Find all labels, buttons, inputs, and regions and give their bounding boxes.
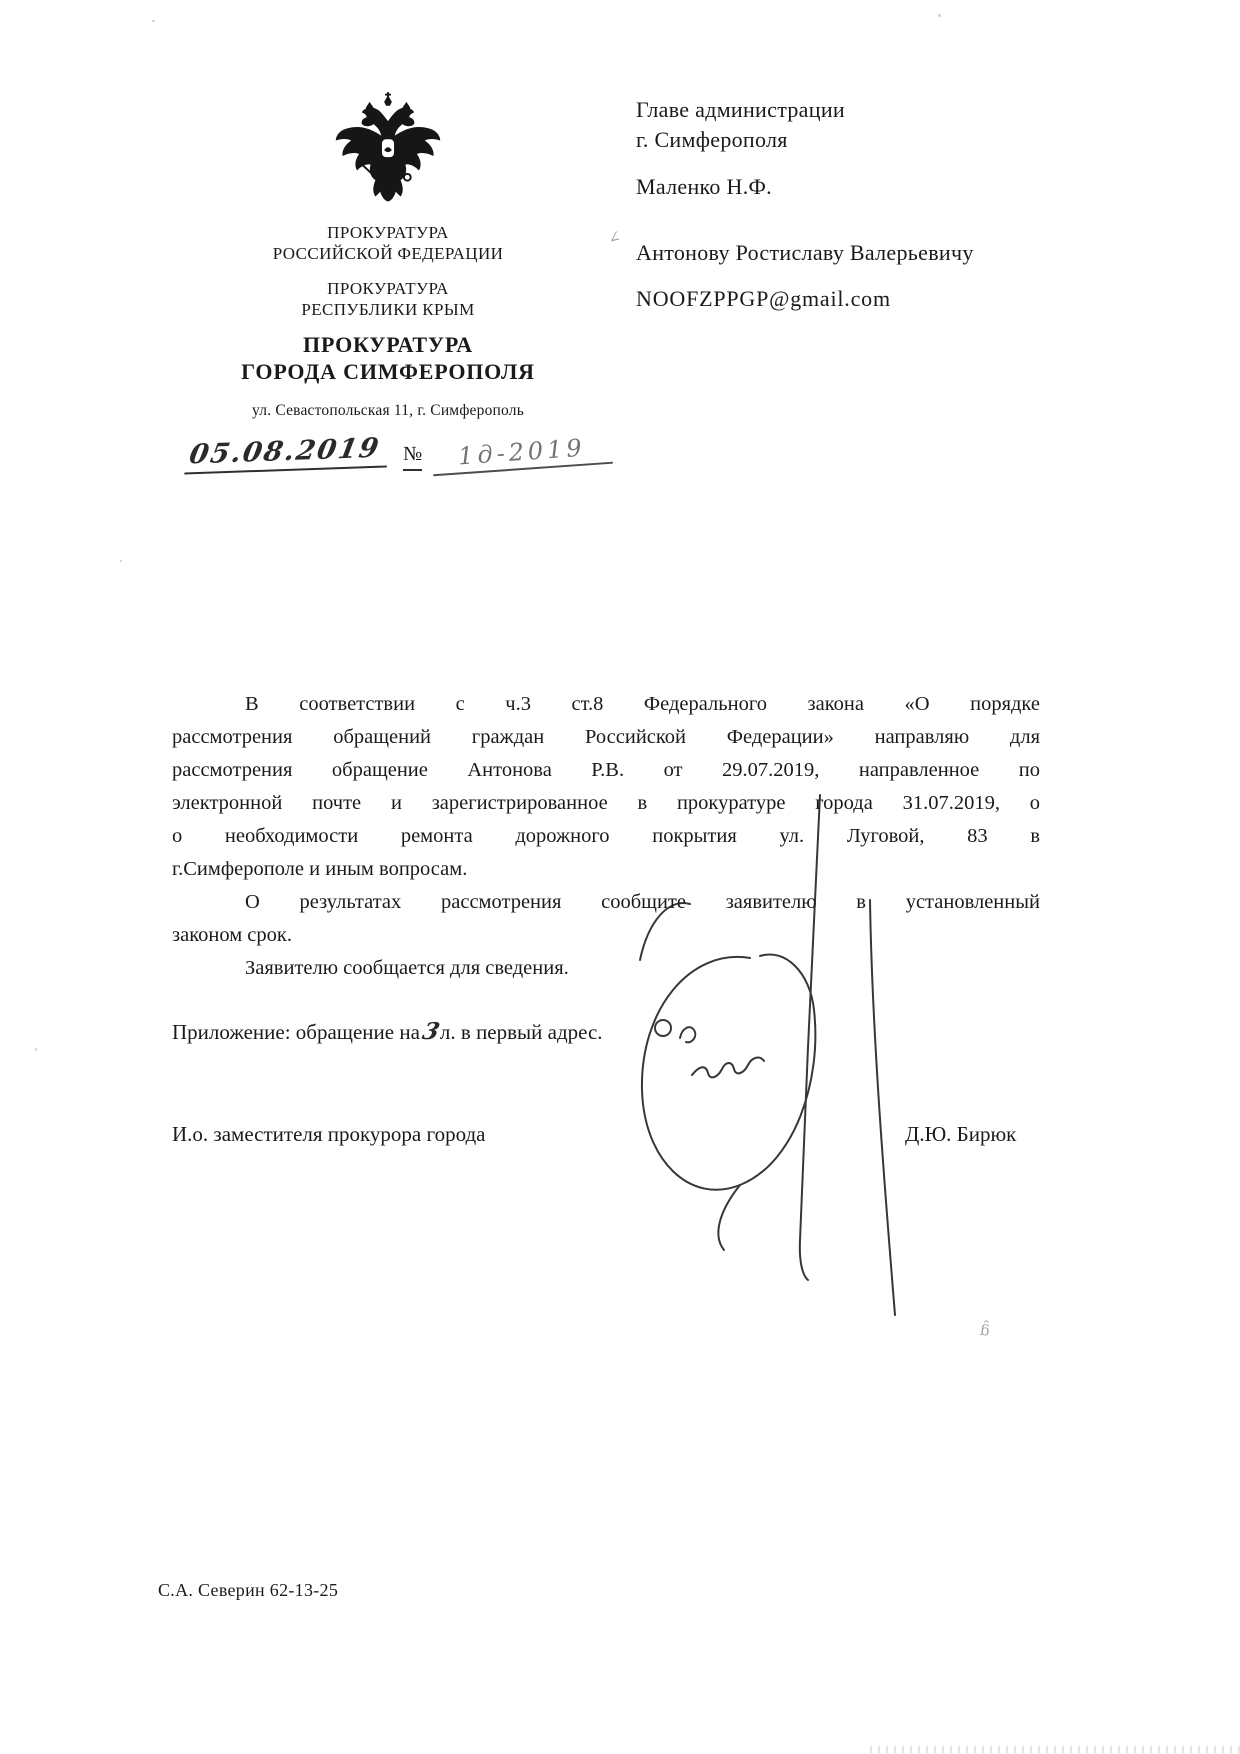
scan-speck	[947, 770, 950, 772]
signature-icon	[600, 780, 920, 1340]
signer-title: И.о. заместителя прокурора города	[172, 1122, 486, 1146]
body-p1-line5: о необходимости ремонта дорожного покрытия ул. Луговой, 83 в	[172, 825, 1040, 847]
body-p1-line4: электронной почте и зарегистрированное в прокуратуре города 31.07.2019, о	[172, 792, 1040, 814]
handwritten-number: 1д-2019	[431, 432, 613, 476]
executor-line: С.А. Северин 62-13-25	[158, 1580, 339, 1600]
scan-artifact-squiggle: ᵷ̑	[979, 1317, 989, 1337]
body-p2-line1: О результатах рассмотрения сообщите заявителю в установленный	[245, 891, 1040, 913]
org-republic-line2: РЕСПУБЛИКИ КРЫМ	[301, 300, 475, 319]
recipient-email: NOOFZPPGP@gmail.com	[636, 286, 891, 311]
letterhead-address: ул. Севастопольская 11, г. Симферополь	[251, 402, 524, 419]
coat-of-arms-icon	[330, 92, 446, 218]
attachment-suffix: л. в первый адрес.	[439, 1020, 603, 1044]
attachment-prefix: Приложение: обращение на	[172, 1020, 420, 1044]
attachment-pages-handwritten: 3	[419, 1018, 443, 1045]
body-p1-line1: В соответствии с ч.3 ст.8 Федерального закона «О порядке	[245, 693, 1040, 715]
letterhead-org-city	[158, 331, 618, 385]
letterhead-org-federal	[178, 222, 598, 264]
scan-speck	[35, 1048, 37, 1051]
body-p3: Заявителю сообщается для сведения.	[245, 957, 569, 979]
scan-edge-noise	[870, 1746, 1240, 1753]
signer-name: Д.Ю. Бирюк	[905, 1122, 1017, 1146]
org-city-line2: ГОРОДА СИМФЕРОПОЛЯ	[241, 359, 535, 384]
body-p1-line2: рассмотрения обращений граждан Российской Федерации» направляю для	[172, 726, 1040, 748]
scan-speck	[152, 20, 155, 22]
date-number-line	[186, 432, 618, 488]
org-city-line1: ПРОКУРАТУРА	[303, 332, 473, 357]
body-p1-line6: г.Симферополе и иным вопросам.	[172, 858, 468, 880]
body-p1-line3: рассмотрения обращение Антонова Р.В. от 29.07.2019, направленное по	[172, 759, 1040, 781]
scan-speck	[938, 14, 941, 17]
recipient-line2: г. Симферополя	[636, 127, 788, 152]
org-republic-line1: ПРОКУРАТУРА	[327, 279, 449, 298]
number-sign: №	[403, 443, 422, 471]
body-p2-line2: законом срок.	[172, 924, 292, 946]
org-federal-line2: РОССИЙСКОЙ ФЕДЕРАЦИИ	[272, 244, 504, 263]
org-federal-line1: ПРОКУРАТУРА	[327, 223, 449, 242]
handwritten-date: 05.08.2019	[184, 433, 393, 475]
letterhead-org-republic	[178, 278, 598, 320]
scan-speck	[120, 560, 122, 562]
recipient-line1: Главе администрации	[636, 97, 845, 122]
pen-check-mark: ∠	[606, 226, 623, 248]
recipient-name2: Антонову Ростиславу Валерьевичу	[636, 240, 974, 265]
recipient-name1: Маленко Н.Ф.	[636, 174, 772, 199]
